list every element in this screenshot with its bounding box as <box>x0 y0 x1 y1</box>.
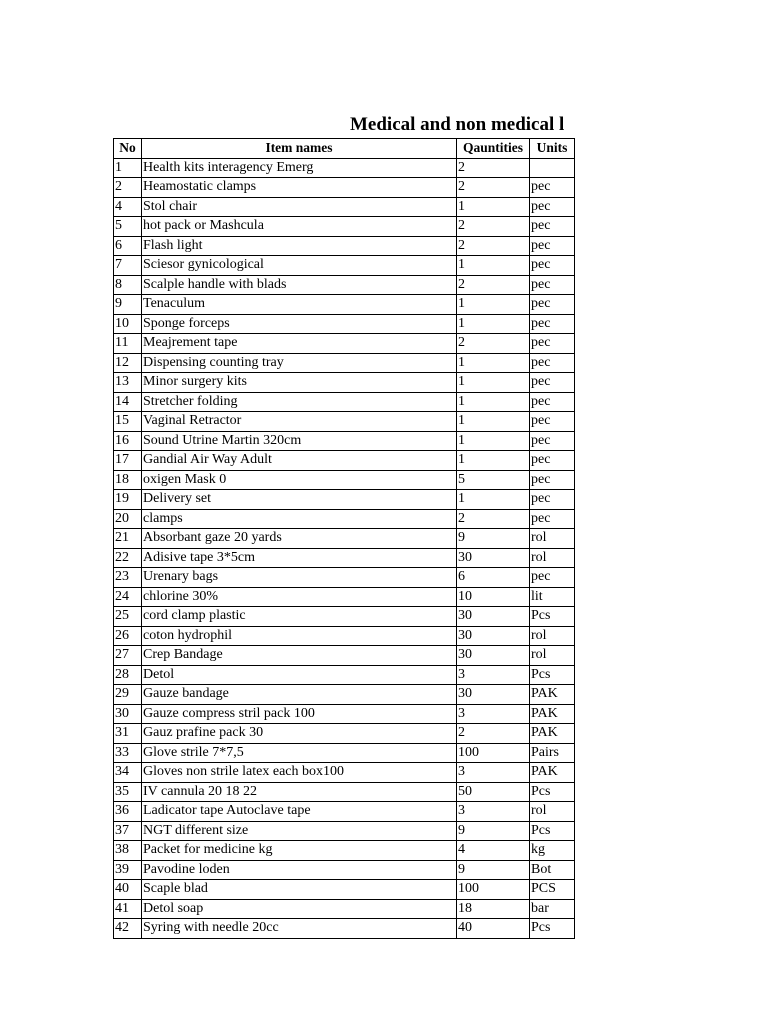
cell-item-name: Gauze compress stril pack 100 <box>142 704 457 724</box>
cell-item-name: cord clamp plastic <box>142 607 457 627</box>
cell-item-name: Packet for medicine kg <box>142 841 457 861</box>
cell-quantity: 2 <box>457 334 530 354</box>
cell-no: 17 <box>114 451 142 471</box>
cell-item-name: Vaginal Retractor <box>142 412 457 432</box>
cell-quantity: 1 <box>457 256 530 276</box>
cell-no: 6 <box>114 236 142 256</box>
cell-no: 41 <box>114 899 142 919</box>
cell-unit: pec <box>530 236 575 256</box>
cell-unit: rol <box>530 548 575 568</box>
table-row <box>114 197 575 217</box>
table-row <box>114 217 575 237</box>
cell-quantity: 40 <box>457 919 530 939</box>
cell-no: 36 <box>114 802 142 822</box>
cell-no: 29 <box>114 685 142 705</box>
table-row <box>114 880 575 900</box>
cell-quantity: 2 <box>457 509 530 529</box>
table-row <box>114 607 575 627</box>
cell-quantity: 1 <box>457 314 530 334</box>
cell-no: 19 <box>114 490 142 510</box>
table-row <box>114 392 575 412</box>
table-row <box>114 353 575 373</box>
cell-no: 31 <box>114 724 142 744</box>
page-title: Medical and non medical l <box>350 114 565 135</box>
cell-no: 12 <box>114 353 142 373</box>
cell-quantity: 4 <box>457 841 530 861</box>
cell-no: 14 <box>114 392 142 412</box>
cell-item-name: Gloves non strile latex each box100 <box>142 763 457 783</box>
cell-no: 16 <box>114 431 142 451</box>
table-row <box>114 295 575 315</box>
cell-quantity: 100 <box>457 880 530 900</box>
table-row <box>114 860 575 880</box>
cell-unit <box>530 158 575 178</box>
table-row <box>114 470 575 490</box>
cell-item-name: Sciesor gynicological <box>142 256 457 276</box>
cell-no: 39 <box>114 860 142 880</box>
cell-item-name: oxigen Mask 0 <box>142 470 457 490</box>
table-row <box>114 763 575 783</box>
table-row <box>114 490 575 510</box>
table-row <box>114 256 575 276</box>
table-row <box>114 431 575 451</box>
cell-unit: pec <box>530 509 575 529</box>
cell-unit: Pcs <box>530 665 575 685</box>
cell-unit: pec <box>530 275 575 295</box>
cell-item-name: Absorbant gaze 20 yards <box>142 529 457 549</box>
table-row <box>114 724 575 744</box>
cell-no: 38 <box>114 841 142 861</box>
cell-quantity: 1 <box>457 373 530 393</box>
cell-unit: Bot <box>530 860 575 880</box>
cell-no: 40 <box>114 880 142 900</box>
table-row <box>114 782 575 802</box>
cell-unit: PAK <box>530 704 575 724</box>
header-quantities: Qauntities <box>457 139 530 159</box>
cell-unit: pec <box>530 334 575 354</box>
cell-unit: PAK <box>530 685 575 705</box>
header-units: Units <box>530 139 575 159</box>
cell-no: 2 <box>114 178 142 198</box>
cell-quantity: 1 <box>457 490 530 510</box>
header-row <box>114 139 575 159</box>
cell-no: 27 <box>114 646 142 666</box>
cell-quantity: 2 <box>457 178 530 198</box>
cell-no: 1 <box>114 158 142 178</box>
table-row <box>114 373 575 393</box>
table-row <box>114 412 575 432</box>
cell-item-name: Pavodine loden <box>142 860 457 880</box>
table-row <box>114 665 575 685</box>
cell-quantity: 18 <box>457 899 530 919</box>
cell-no: 24 <box>114 587 142 607</box>
cell-unit: PCS <box>530 880 575 900</box>
cell-item-name: Detol <box>142 665 457 685</box>
cell-quantity: 2 <box>457 724 530 744</box>
cell-item-name: NGT different size <box>142 821 457 841</box>
table-row <box>114 841 575 861</box>
cell-unit: pec <box>530 373 575 393</box>
cell-item-name: Gauz prafine pack 30 <box>142 724 457 744</box>
cell-unit: pec <box>530 256 575 276</box>
cell-unit: pec <box>530 178 575 198</box>
cell-quantity: 1 <box>457 412 530 432</box>
cell-no: 15 <box>114 412 142 432</box>
cell-quantity: 30 <box>457 626 530 646</box>
cell-quantity: 30 <box>457 607 530 627</box>
cell-item-name: Gauze bandage <box>142 685 457 705</box>
cell-unit: pec <box>530 490 575 510</box>
cell-unit: pec <box>530 568 575 588</box>
cell-quantity: 30 <box>457 548 530 568</box>
cell-quantity: 100 <box>457 743 530 763</box>
cell-item-name: Sound Utrine Martin 320cm <box>142 431 457 451</box>
cell-item-name: coton hydrophil <box>142 626 457 646</box>
cell-no: 13 <box>114 373 142 393</box>
cell-item-name: Tenaculum <box>142 295 457 315</box>
cell-unit: rol <box>530 646 575 666</box>
cell-no: 33 <box>114 743 142 763</box>
cell-quantity: 1 <box>457 431 530 451</box>
cell-item-name: Glove strile 7*7,5 <box>142 743 457 763</box>
cell-quantity: 1 <box>457 295 530 315</box>
cell-quantity: 3 <box>457 704 530 724</box>
cell-quantity: 2 <box>457 217 530 237</box>
cell-no: 25 <box>114 607 142 627</box>
cell-quantity: 3 <box>457 802 530 822</box>
cell-no: 5 <box>114 217 142 237</box>
cell-unit: Pcs <box>530 782 575 802</box>
cell-item-name: hot pack or Mashcula <box>142 217 457 237</box>
table-row <box>114 568 575 588</box>
cell-unit: Pcs <box>530 607 575 627</box>
table-row <box>114 743 575 763</box>
cell-item-name: Stretcher folding <box>142 392 457 412</box>
cell-item-name: Stol chair <box>142 197 457 217</box>
cell-unit: pec <box>530 451 575 471</box>
cell-unit: bar <box>530 899 575 919</box>
cell-no: 34 <box>114 763 142 783</box>
cell-no: 23 <box>114 568 142 588</box>
cell-no: 20 <box>114 509 142 529</box>
table-row <box>114 529 575 549</box>
cell-quantity: 9 <box>457 529 530 549</box>
cell-unit: pec <box>530 412 575 432</box>
inventory-table <box>113 138 575 939</box>
cell-quantity: 2 <box>457 158 530 178</box>
cell-quantity: 5 <box>457 470 530 490</box>
cell-item-name: Meajrement tape <box>142 334 457 354</box>
table-row <box>114 587 575 607</box>
cell-unit: kg <box>530 841 575 861</box>
table-row <box>114 646 575 666</box>
cell-item-name: chlorine 30% <box>142 587 457 607</box>
table-row <box>114 451 575 471</box>
cell-item-name: Sponge forceps <box>142 314 457 334</box>
cell-quantity: 1 <box>457 197 530 217</box>
cell-unit: PAK <box>530 763 575 783</box>
cell-unit: rol <box>530 529 575 549</box>
cell-unit: PAK <box>530 724 575 744</box>
cell-quantity: 2 <box>457 236 530 256</box>
table-row <box>114 685 575 705</box>
cell-no: 22 <box>114 548 142 568</box>
table-row <box>114 626 575 646</box>
table-row <box>114 236 575 256</box>
cell-item-name: Scaple blad <box>142 880 457 900</box>
cell-item-name: Delivery set <box>142 490 457 510</box>
inventory-sheet <box>113 114 574 939</box>
cell-quantity: 1 <box>457 392 530 412</box>
cell-unit: pec <box>530 392 575 412</box>
cell-no: 11 <box>114 334 142 354</box>
cell-item-name: Gandial Air Way Adult <box>142 451 457 471</box>
cell-quantity: 9 <box>457 860 530 880</box>
cell-item-name: IV cannula 20 18 22 <box>142 782 457 802</box>
table-row <box>114 178 575 198</box>
cell-unit: rol <box>530 626 575 646</box>
table-row <box>114 704 575 724</box>
table-row <box>114 334 575 354</box>
cell-no: 7 <box>114 256 142 276</box>
cell-unit: Pairs <box>530 743 575 763</box>
cell-quantity: 30 <box>457 685 530 705</box>
table-row <box>114 509 575 529</box>
cell-item-name: Minor surgery kits <box>142 373 457 393</box>
table-row <box>114 275 575 295</box>
cell-quantity: 50 <box>457 782 530 802</box>
cell-unit: Pcs <box>530 821 575 841</box>
header-no: No <box>114 139 142 159</box>
cell-quantity: 9 <box>457 821 530 841</box>
table-body <box>114 158 575 938</box>
cell-no: 9 <box>114 295 142 315</box>
cell-unit: pec <box>530 470 575 490</box>
table-row <box>114 548 575 568</box>
cell-no: 4 <box>114 197 142 217</box>
cell-item-name: Dispensing counting tray <box>142 353 457 373</box>
title-area <box>113 114 574 138</box>
cell-item-name: Scalple handle with blads <box>142 275 457 295</box>
cell-unit: rol <box>530 802 575 822</box>
cell-quantity: 3 <box>457 665 530 685</box>
cell-item-name: Syring with needle 20cc <box>142 919 457 939</box>
cell-item-name: Adisive tape 3*5cm <box>142 548 457 568</box>
cell-quantity: 1 <box>457 353 530 373</box>
cell-unit: pec <box>530 431 575 451</box>
cell-unit: pec <box>530 353 575 373</box>
cell-quantity: 1 <box>457 451 530 471</box>
cell-no: 8 <box>114 275 142 295</box>
cell-no: 10 <box>114 314 142 334</box>
cell-unit: pec <box>530 217 575 237</box>
table-row <box>114 314 575 334</box>
table-row <box>114 919 575 939</box>
cell-no: 26 <box>114 626 142 646</box>
table-row <box>114 821 575 841</box>
cell-no: 21 <box>114 529 142 549</box>
cell-no: 30 <box>114 704 142 724</box>
cell-unit: lit <box>530 587 575 607</box>
cell-quantity: 10 <box>457 587 530 607</box>
cell-quantity: 30 <box>457 646 530 666</box>
cell-item-name: Urenary bags <box>142 568 457 588</box>
cell-unit: pec <box>530 197 575 217</box>
cell-quantity: 6 <box>457 568 530 588</box>
cell-no: 37 <box>114 821 142 841</box>
cell-unit: Pcs <box>530 919 575 939</box>
cell-item-name: clamps <box>142 509 457 529</box>
cell-unit: pec <box>530 295 575 315</box>
cell-item-name: Detol soap <box>142 899 457 919</box>
cell-unit: pec <box>530 314 575 334</box>
header-item-names: Item names <box>142 139 457 159</box>
cell-no: 35 <box>114 782 142 802</box>
cell-item-name: Flash light <box>142 236 457 256</box>
cell-quantity: 2 <box>457 275 530 295</box>
cell-no: 18 <box>114 470 142 490</box>
cell-item-name: Heamostatic clamps <box>142 178 457 198</box>
table-row <box>114 158 575 178</box>
cell-no: 28 <box>114 665 142 685</box>
cell-item-name: Health kits interagency Emerg <box>142 158 457 178</box>
cell-item-name: Ladicator tape Autoclave tape <box>142 802 457 822</box>
cell-no: 42 <box>114 919 142 939</box>
table-row <box>114 899 575 919</box>
table-row <box>114 802 575 822</box>
cell-item-name: Crep Bandage <box>142 646 457 666</box>
cell-quantity: 3 <box>457 763 530 783</box>
